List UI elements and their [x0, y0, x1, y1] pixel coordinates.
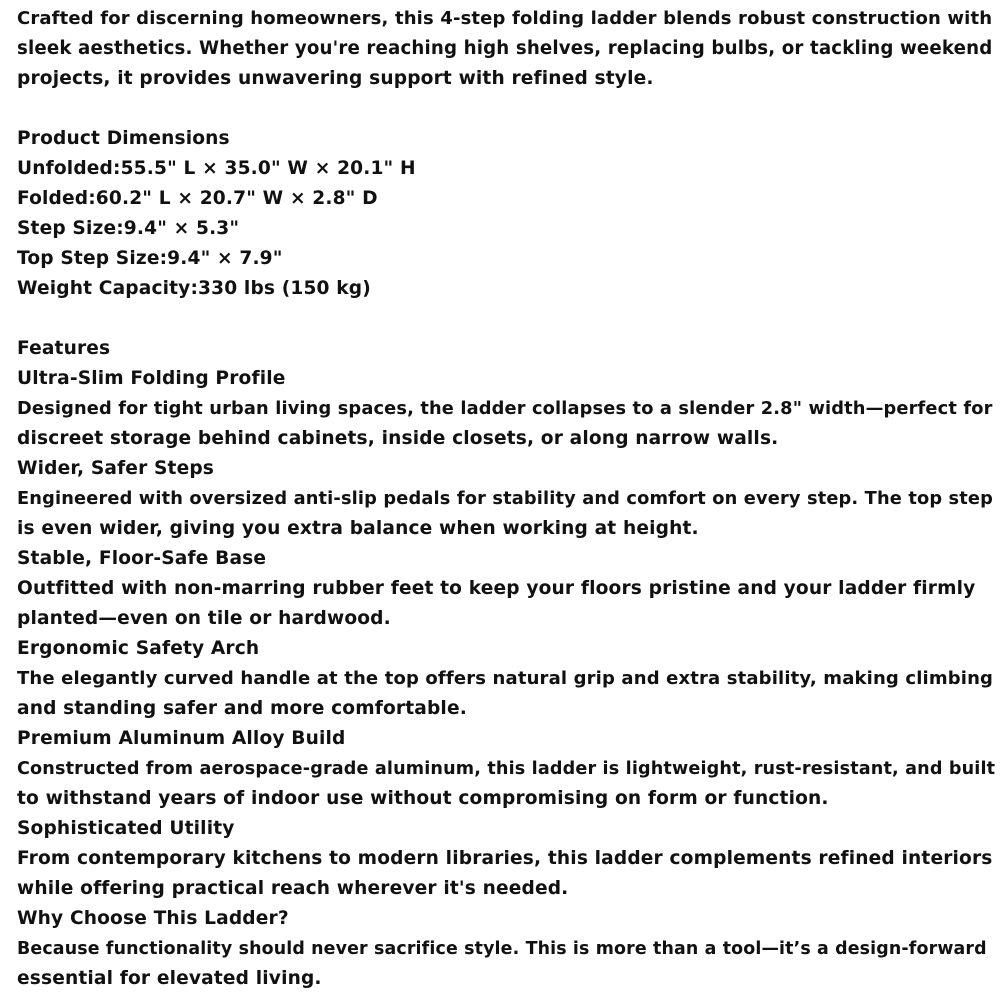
feature-text-line: discreet storage behind cabinets, inside closets, or along narrow walls.	[17, 428, 779, 449]
feature-title: Ergonomic Safety Arch	[17, 638, 260, 659]
feature-title: Ultra-Slim Folding Profile	[17, 368, 286, 389]
feature-text-line: essential for elevated living.	[17, 968, 322, 989]
intro-paragraph	[17, 4, 995, 94]
feature-safety-arch	[17, 634, 995, 724]
dimensions-heading: Product Dimensions	[17, 128, 230, 149]
dimension-unfolded: Unfolded:55.5" L × 35.0" W × 20.1" H	[17, 158, 416, 179]
dimension-step-size: Step Size:9.4" × 5.3"	[17, 218, 240, 239]
features-heading: Features	[17, 338, 111, 359]
dimensions-section	[17, 124, 995, 304]
feature-title: Why Choose This Ladder?	[17, 908, 289, 929]
feature-text-line: Because functionality should never sacrifice style. This is more than a tool—it’s a design-forward	[17, 939, 987, 959]
features-section	[17, 334, 995, 994]
feature-floor-safe-base	[17, 544, 995, 634]
feature-text-line: Designed for tight urban living spaces, the ladder collapses to a slender 2.8" width—perfect for	[17, 398, 993, 419]
feature-text-line: planted—even on tile or hardwood.	[17, 608, 391, 629]
feature-aluminum-build	[17, 724, 995, 814]
dimension-weight-capacity: Weight Capacity:330 lbs (150 kg)	[17, 278, 371, 299]
feature-ultra-slim	[17, 364, 995, 454]
intro-line: Crafted for discerning homeowners, this 4-step folding ladder blends robust construction with	[17, 8, 993, 29]
feature-why-choose	[17, 904, 995, 994]
spacer	[17, 304, 995, 334]
spacer	[17, 94, 995, 124]
feature-title: Sophisticated Utility	[17, 818, 235, 839]
feature-text-line: Outfitted with non-marring rubber feet to keep your floors pristine and your ladder firmly	[17, 578, 976, 599]
feature-wider-steps	[17, 454, 995, 544]
dimension-folded: Folded:60.2" L × 20.7" W × 2.8" D	[17, 188, 378, 209]
feature-text-line: Constructed from aerospace-grade aluminum, this ladder is lightweight, rust-resistant, and built	[17, 759, 996, 779]
feature-text-line: to withstand years of indoor use without compromising on form or function.	[17, 788, 829, 809]
feature-text-line: is even wider, giving you extra balance when working at height.	[17, 518, 699, 539]
intro-line: sleek aesthetics. Whether you're reaching high shelves, replacing bulbs, or tackling weekend	[17, 38, 993, 59]
feature-text-line: Engineered with oversized anti-slip pedals for stability and comfort on every step. The top step	[17, 488, 994, 509]
feature-text-line: From contemporary kitchens to modern libraries, this ladder complements refined interiors	[17, 848, 993, 869]
feature-text-line: and standing safer and more comfortable.	[17, 698, 467, 719]
feature-title: Stable, Floor-Safe Base	[17, 548, 267, 569]
feature-title: Wider, Safer Steps	[17, 458, 215, 479]
feature-title: Premium Aluminum Alloy Build	[17, 728, 346, 749]
product-description	[17, 4, 995, 994]
feature-sophisticated-utility	[17, 814, 995, 904]
intro-line: projects, it provides unwavering support with refined style.	[17, 68, 654, 89]
feature-text-line: The elegantly curved handle at the top offers natural grip and extra stability, making climbing	[17, 668, 994, 689]
feature-text-line: while offering practical reach wherever it's needed.	[17, 878, 569, 899]
dimension-top-step-size: Top Step Size:9.4" × 7.9"	[17, 248, 283, 269]
